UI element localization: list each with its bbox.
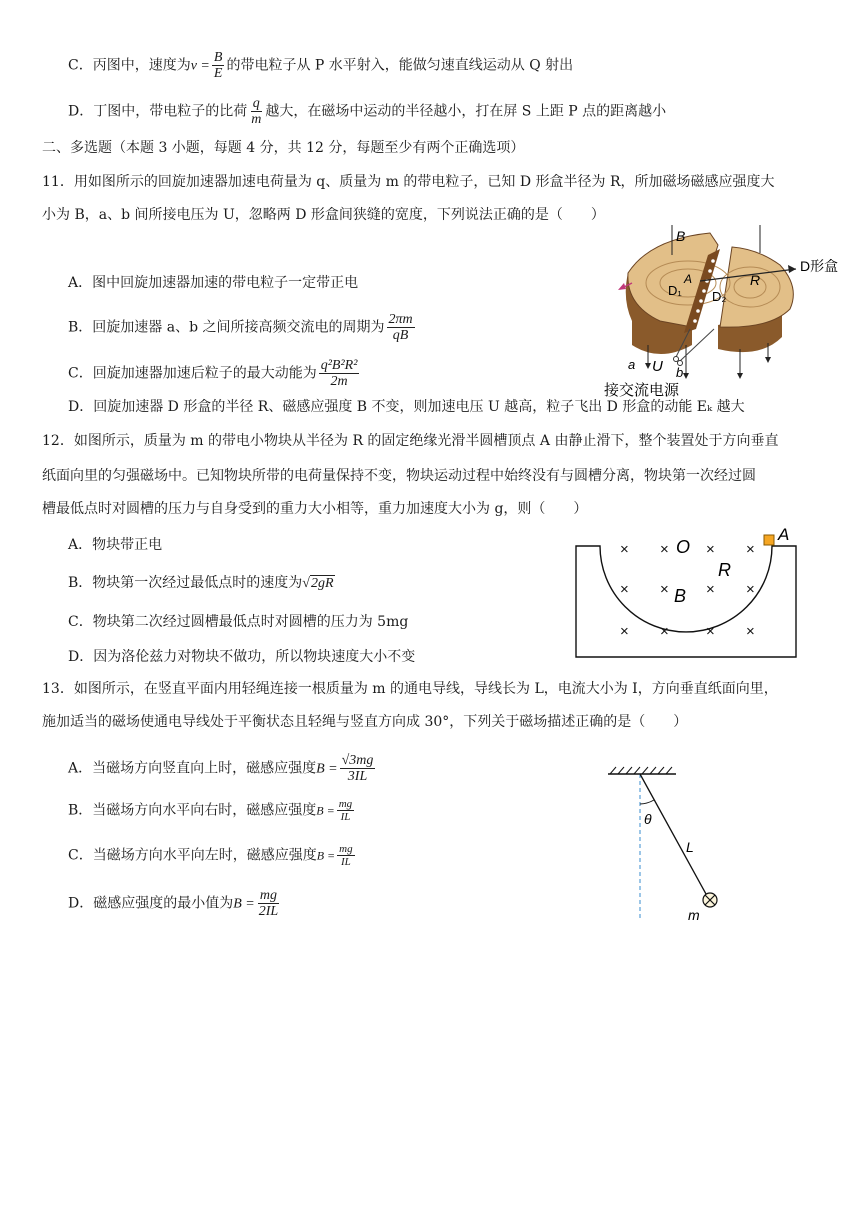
svg-text:×: × xyxy=(660,581,669,598)
q11-stem-line-1: 11．用如图所示的回旋加速器加速电荷量为 q、质量为 m 的带电粒子，已知 D 形盒半径为 R，所加磁场磁感应强度大 xyxy=(42,174,775,190)
terminal-a xyxy=(674,357,679,362)
q12-option-c: C．物块第二次经过圆槽最低点时对圆槽的压力为 5mg xyxy=(68,614,409,630)
q10-d-text: D．丁图中，带电粒子的比荷 xyxy=(68,103,248,120)
label-L: L xyxy=(686,839,694,855)
q13-a-fraction: $\frac{√3mg}{3IL}$ xyxy=(341,753,374,784)
svg-text:×: × xyxy=(660,623,669,640)
cyclotron-figure xyxy=(600,225,855,400)
q10-option-c xyxy=(68,50,573,81)
q11-option-d: D．回旋加速器 D 形盒的半径 R、磁感应强度 B 不变，则加速电压 U 越高，粒子飞出 D 形盒的动能 Eₖ 越大 xyxy=(68,399,745,415)
q12-option-b: B．物块第一次经过最低点时的速度为√2gR xyxy=(68,573,335,594)
label-R: R xyxy=(718,560,731,580)
svg-text:×: × xyxy=(706,623,715,640)
label-ac-source: 接交流电源 xyxy=(604,382,680,399)
q10-c-text: C．丙图中，速度为 xyxy=(68,57,191,74)
hanging-wire-figure xyxy=(600,766,730,926)
q11-option-b: B．回旋加速器 a、b 之间所接高频交流电的周期为 $\frac{2\pi m}{qB}$ xyxy=(68,312,413,343)
angle-arc xyxy=(640,800,654,804)
q11-c-fraction: $\frac{\text{q²B²R²}}{2m}$ xyxy=(320,358,358,389)
label-U: U xyxy=(652,358,663,375)
q13-stem-line-2: 施加适当的磁场使通电导线处于平衡状态且轻绳与竖直方向成 30°，下列关于磁场描述正确的是（ ） xyxy=(42,714,688,730)
q10-d-text-end: 越大，在磁场中运动的半径越小，打在屏 S 上距 P 点的距离越小 xyxy=(265,103,667,120)
svg-text:×: × xyxy=(706,541,715,558)
q13-stem-line-1: 13．如图所示，在竖直平面内用轻绳连接一根质量为 m 的通电导线，导线长为 L，电流大小为 I，方向垂直纸面向里， xyxy=(42,681,778,697)
q12-b-sqrt: √2gR xyxy=(302,576,334,591)
q13-option-a: A．当磁场方向竖直向上时，磁感应强度B = $\frac{√3mg}{3IL}$ xyxy=(68,753,374,784)
label-R: R xyxy=(750,272,761,288)
q13-option-d: D．磁感应强度的最小值为B = $\frac{mg}{2IL}$ xyxy=(68,888,279,919)
q10-d-fraction: $\frac{q}{m}$ xyxy=(251,96,262,127)
q10-c-velocity-symbol: v = xyxy=(190,58,210,74)
label-d-box: D形盒 xyxy=(800,258,839,274)
label-a: a xyxy=(628,357,636,372)
q11-option-a: A．图中回旋加速器加速的带电粒子一定带正电 xyxy=(68,275,359,291)
label-theta: θ xyxy=(644,811,652,827)
ceiling-hatch xyxy=(610,767,672,774)
q12-option-a: A．物块带正电 xyxy=(68,537,163,553)
svg-text:×: × xyxy=(620,581,629,598)
q10-c-fraction: $\frac{B}{E}$ xyxy=(213,50,223,81)
block-A xyxy=(764,535,774,545)
svg-text:×: × xyxy=(706,581,715,598)
label-B: B xyxy=(674,586,687,606)
svg-text:×: × xyxy=(620,623,629,640)
q13-option-c: C．当磁场方向水平向左时，磁感应强度B = $\frac{mg}{IL}$ xyxy=(68,843,353,868)
rope xyxy=(640,774,706,894)
label-b: b xyxy=(676,365,684,380)
label-A: A xyxy=(778,528,790,544)
svg-text:×: × xyxy=(660,541,669,558)
svg-text:×: × xyxy=(746,623,755,640)
label-O: O xyxy=(676,537,691,557)
q12-stem-line-1: 12．如图所示，质量为 m 的带电小物块从半径为 R 的固定绝缘光滑半圆槽顶点 A 由静止滑下，整个装置处于方向垂直 xyxy=(42,433,779,449)
label-D1: D₁ xyxy=(668,283,682,298)
q12-option-d: D．因为洛伦兹力对物块不做功，所以物块速度大小不变 xyxy=(68,649,416,665)
q11-b-fraction: $\frac{2\pi m}{qB}$ xyxy=(388,312,413,343)
label-m: m xyxy=(688,907,700,923)
q11-option-c: C．回旋加速器加速后粒子的最大动能为 $\frac{\text{q²B²R²}}{2m}$ xyxy=(68,358,358,389)
q12-stem-line-2: 纸面向里的匀强磁场中。已知物块所带的电荷量保持不变，物块运动过程中始终没有与圆槽分离，物块第一次经过圆 xyxy=(42,468,756,484)
q13-option-b: B．当磁场方向水平向右时，磁感应强度B = $\frac{mg}{IL}$ xyxy=(68,798,353,823)
label-A: A xyxy=(684,272,693,286)
svg-text:×: × xyxy=(620,541,629,558)
q13-d-fraction: $\frac{mg}{2IL}$ xyxy=(258,888,279,919)
label-D2: D₂ xyxy=(712,289,727,304)
label-B: B xyxy=(676,228,686,244)
semicircle-groove-figure xyxy=(574,528,800,662)
q13-c-fraction: $\frac{mg}{IL}$ xyxy=(339,843,353,868)
q11-stem-line-2: 小为 B，a、b 间所接电压为 U，忽略两 D 形盒间狭缝的宽度，下列说法正确的是（ ） xyxy=(42,207,605,223)
svg-text:×: × xyxy=(746,541,755,558)
q13-b-fraction: $\frac{mg}{IL}$ xyxy=(338,798,353,823)
q10-option-d xyxy=(68,96,666,127)
section-heading-multiple-choice: 二、多选题（本题 3 小题，每题 4 分，共 12 分，每题至少有两个正确选项） xyxy=(42,140,525,156)
svg-text:×: × xyxy=(746,581,755,598)
q12-stem-line-3: 槽最低点时对圆槽的压力与自身受到的重力大小相等，重力加速度大小为 g，则（ ） xyxy=(42,501,588,517)
q10-c-text-end: 的带电粒子从 P 水平射入，能做匀速直线运动从 Q 射出 xyxy=(226,57,574,74)
